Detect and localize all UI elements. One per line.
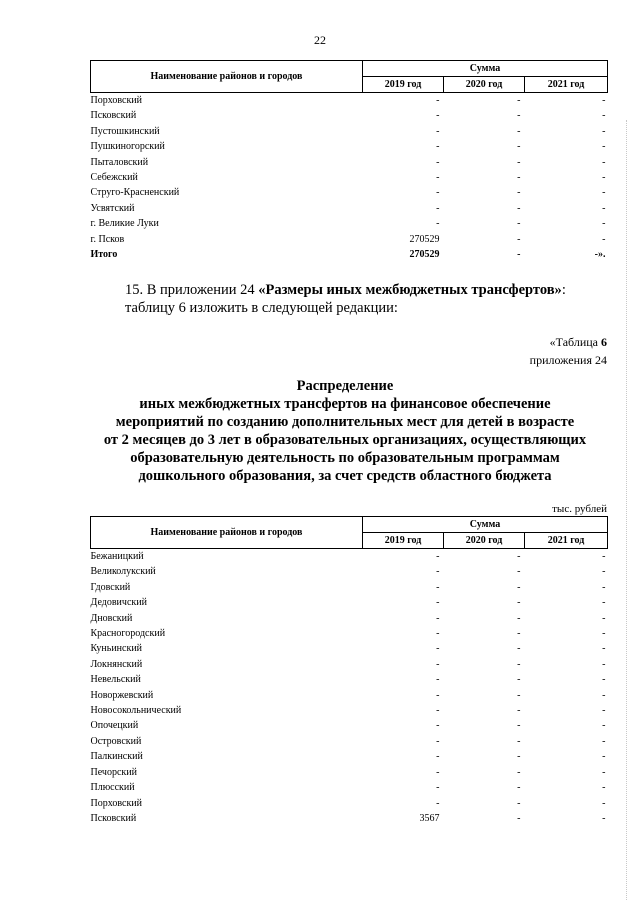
units-label: тыс. рублей	[552, 503, 607, 515]
value-2019: -	[436, 720, 440, 732]
header-year-2021: 2021 год	[525, 533, 608, 549]
amendment-paragraph	[125, 281, 595, 317]
value-2020: -	[517, 218, 521, 230]
header-name: Наименование районов и городов	[91, 61, 363, 93]
district-name: Красногородский	[90, 628, 166, 640]
value-2021: -	[602, 812, 606, 824]
table-label-number: 6	[601, 335, 607, 349]
table-label	[530, 333, 607, 369]
value-2020: -	[517, 156, 521, 168]
value-2020: -	[517, 720, 521, 732]
district-name: Опочецкий	[90, 720, 139, 732]
value-2019: -	[436, 172, 440, 184]
value-2021: -	[602, 125, 606, 137]
table-row	[91, 155, 608, 170]
header-year-2020: 2020 год	[444, 77, 525, 93]
table-row	[91, 611, 608, 626]
value-2020: -	[517, 735, 521, 747]
table-row	[91, 185, 608, 200]
value-2019: -	[436, 551, 440, 562]
value-2020: -	[517, 674, 521, 686]
value-2021: -	[602, 156, 606, 168]
value-2021: -	[602, 658, 606, 670]
value-2019: -	[436, 735, 440, 747]
value-2021: -	[602, 218, 606, 230]
value-2021: -	[602, 172, 606, 184]
value-2021: -	[602, 797, 606, 809]
value-2021: -	[602, 566, 606, 578]
table-row	[91, 139, 608, 154]
table-row	[91, 626, 608, 641]
value-2019: -	[436, 156, 440, 168]
table-row	[91, 124, 608, 139]
value-2020: -	[517, 628, 521, 640]
district-name: Палкинский	[90, 751, 143, 763]
value-2020: -	[517, 125, 521, 137]
district-name: Островский	[90, 735, 142, 747]
value-2019: -	[436, 628, 440, 640]
district-name: Себежский	[90, 172, 138, 184]
header-sum: Сумма	[363, 61, 608, 77]
value-2020: -	[517, 566, 521, 578]
value-2021: -	[602, 95, 606, 106]
value-2019: -	[436, 141, 440, 153]
heading-title: Распределение	[296, 378, 394, 394]
district-name: г. Псков	[90, 233, 125, 245]
value-2021: -	[602, 597, 606, 609]
value-2020: -	[517, 172, 521, 184]
value-2020: -	[517, 689, 521, 701]
district-name: Дновский	[90, 612, 133, 624]
heading-line-4: образовательную деятельность по образовательным программам	[130, 450, 560, 466]
district-name: Псковский	[90, 812, 137, 824]
district-name: Великолукский	[90, 566, 156, 578]
value-2019: -	[436, 110, 440, 122]
table-row	[91, 232, 608, 247]
district-name: Псковский	[90, 110, 137, 122]
value-2020: -	[517, 797, 521, 809]
table-row	[91, 201, 608, 216]
value-2019: -	[436, 125, 440, 137]
value-2019: -	[436, 95, 440, 106]
value-2021: -	[602, 141, 606, 153]
value-2019: -	[436, 566, 440, 578]
heading-line-2: мероприятий по созданию дополнительных мест для детей в возрасте	[115, 414, 575, 430]
total-2021: -».	[594, 249, 606, 261]
value-2019: -	[436, 612, 440, 624]
district-name: Дедовичский	[90, 597, 147, 609]
value-2020: -	[517, 705, 521, 717]
value-2020: -	[517, 612, 521, 624]
district-name: Струго-Красненский	[90, 187, 180, 199]
table-row	[91, 703, 608, 718]
value-2019: 270529	[409, 233, 440, 245]
value-2019: -	[436, 581, 440, 593]
header-year-2020: 2020 год	[444, 533, 525, 549]
value-2020: -	[517, 95, 521, 106]
value-2019: -	[436, 597, 440, 609]
value-2021: -	[602, 581, 606, 593]
table-row	[91, 765, 608, 780]
section-heading	[80, 377, 610, 485]
value-2020: -	[517, 782, 521, 794]
value-2019: -	[436, 658, 440, 670]
value-2021: -	[602, 643, 606, 655]
district-name: Порховский	[90, 95, 143, 106]
value-2021: -	[602, 689, 606, 701]
table-row	[91, 595, 608, 610]
value-2020: -	[517, 233, 521, 245]
table-row	[91, 93, 608, 109]
district-name: Новоржевский	[90, 689, 154, 701]
table-row	[91, 734, 608, 749]
district-name: Бежаницкий	[90, 551, 144, 562]
total-2019: 270529	[409, 249, 440, 261]
district-name: Локнянский	[90, 658, 143, 670]
district-name: Плюсский	[90, 782, 135, 794]
table-row	[91, 641, 608, 656]
value-2021: -	[602, 612, 606, 624]
value-2020: -	[517, 551, 521, 562]
table-row	[91, 796, 608, 811]
value-2020: -	[517, 581, 521, 593]
table-row	[91, 672, 608, 687]
value-2019: -	[436, 689, 440, 701]
value-2019: -	[436, 643, 440, 655]
table-row	[91, 688, 608, 703]
value-2021: -	[602, 766, 606, 778]
value-2019: -	[436, 766, 440, 778]
heading-line-5: дошкольного образования, за счет средств областного бюджета	[138, 468, 552, 484]
table-row	[91, 718, 608, 733]
header-year-2019: 2019 год	[363, 533, 444, 549]
header-name: Наименование районов и городов	[91, 517, 363, 549]
heading-line-1: иных межбюджетных трансфертов на финансовое обеспечение	[139, 396, 551, 412]
value-2021: -	[602, 751, 606, 763]
table-row	[91, 657, 608, 672]
value-2021: -	[602, 720, 606, 732]
table-row	[91, 811, 608, 826]
district-name: Куньинский	[90, 643, 143, 655]
table-1	[90, 60, 608, 262]
district-name: Пушкиногорский	[90, 141, 165, 153]
paragraph-line2: таблицу 6 изложить в следующей редакции:	[125, 300, 398, 316]
header-year-2021: 2021 год	[525, 77, 608, 93]
table-row	[91, 564, 608, 579]
table-row	[91, 749, 608, 764]
header-year-2019: 2019 год	[363, 77, 444, 93]
scan-margin-line	[626, 120, 628, 900]
value-2019: -	[436, 202, 440, 214]
value-2020: -	[517, 110, 521, 122]
value-2019: -	[436, 187, 440, 199]
value-2019: -	[436, 751, 440, 763]
total-2020: -	[517, 249, 521, 261]
district-name: Пустошкинский	[90, 125, 160, 137]
table-row	[91, 170, 608, 185]
table-label-line2: приложения 24	[529, 353, 607, 367]
table-row	[91, 780, 608, 795]
value-2021: -	[602, 674, 606, 686]
table-label-prefix: «Таблица	[549, 335, 601, 349]
value-2020: -	[517, 202, 521, 214]
district-name: Новосокольнический	[90, 705, 182, 717]
value-2021: -	[602, 628, 606, 640]
value-2021: -	[602, 110, 606, 122]
value-2020: -	[517, 141, 521, 153]
paragraph-prefix: 15. В приложении 24	[125, 282, 259, 298]
value-2021: -	[602, 782, 606, 794]
value-2021: -	[602, 551, 606, 562]
district-name: Гдовский	[90, 581, 131, 593]
table-row	[91, 216, 608, 231]
table-row	[91, 108, 608, 123]
paragraph-bold: «Размеры иных межбюджетных трансфертов»	[258, 282, 562, 298]
value-2019: -	[436, 797, 440, 809]
value-2020: -	[517, 643, 521, 655]
value-2021: -	[602, 233, 606, 245]
district-name: Невельский	[90, 674, 141, 686]
value-2021: -	[602, 735, 606, 747]
value-2020: -	[517, 597, 521, 609]
heading-line-3: от 2 месяцев до 3 лет в образовательных организациях, осуществляющих	[103, 432, 587, 448]
value-2019: 3567	[419, 812, 440, 824]
district-name: Печорский	[90, 766, 137, 778]
district-name: Порховский	[90, 797, 143, 809]
value-2020: -	[517, 812, 521, 824]
value-2020: -	[517, 766, 521, 778]
value-2019: -	[436, 705, 440, 717]
table-row	[91, 549, 608, 565]
district-name: г. Великие Луки	[90, 218, 159, 230]
value-2019: -	[436, 782, 440, 794]
value-2021: -	[602, 202, 606, 214]
value-2020: -	[517, 187, 521, 199]
district-name: Пыталовский	[90, 156, 149, 168]
district-name: Усвятский	[90, 202, 135, 214]
header-sum: Сумма	[363, 517, 608, 533]
table-2	[90, 516, 608, 826]
value-2019: -	[436, 218, 440, 230]
value-2020: -	[517, 751, 521, 763]
table-row-total	[91, 247, 608, 262]
table-row	[91, 580, 608, 595]
page-number: 22	[314, 33, 326, 47]
total-label: Итого	[90, 249, 118, 261]
value-2021: -	[602, 187, 606, 199]
value-2021: -	[602, 705, 606, 717]
paragraph-suffix: :	[561, 282, 566, 298]
value-2019: -	[436, 674, 440, 686]
value-2020: -	[517, 658, 521, 670]
